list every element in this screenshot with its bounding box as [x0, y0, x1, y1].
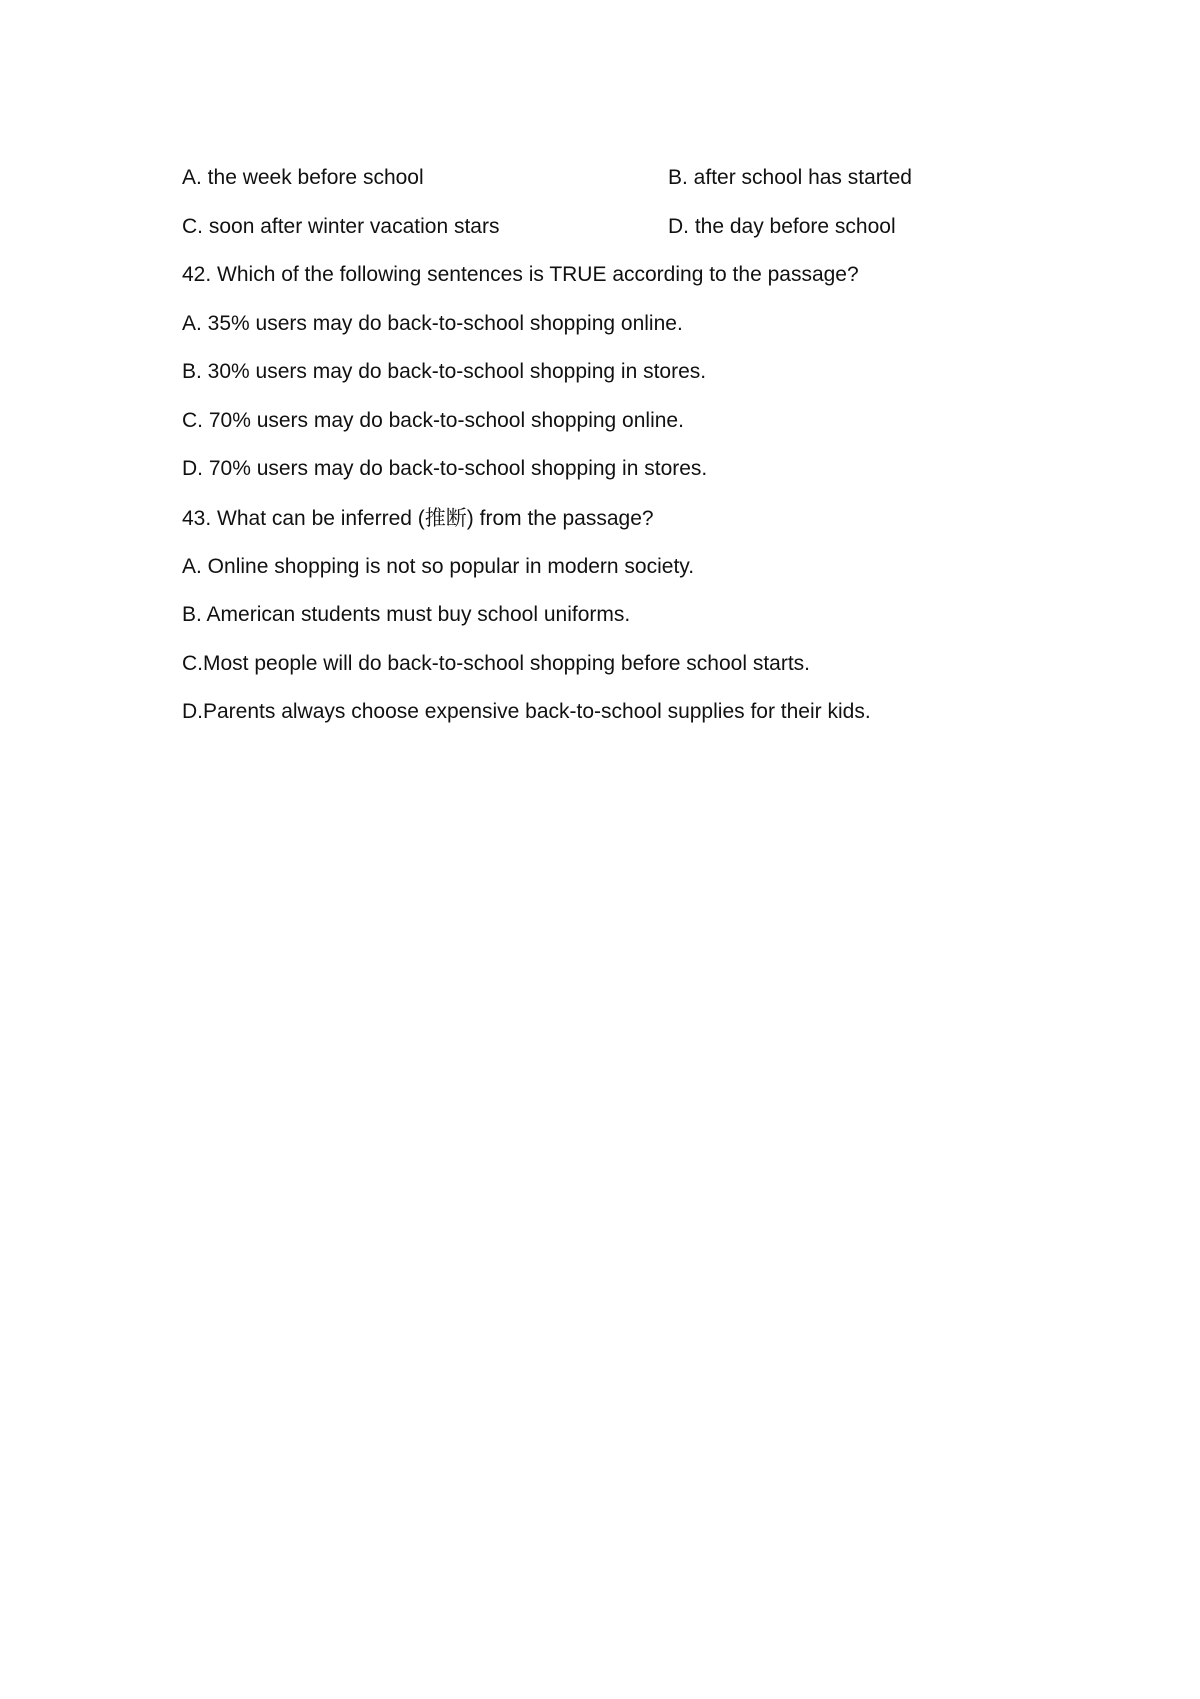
q43-question-cjk: 推断	[424, 506, 467, 530]
q42-question: 42. Which of the following sentences is TRUE according to the passage?	[182, 263, 859, 286]
q43-question	[182, 505, 654, 532]
q43-option-c: C.Most people will do back-to-school shopping before school starts.	[182, 652, 810, 675]
q42-option-d: D. 70% users may do back-to-school shopping in stores.	[182, 457, 708, 480]
q43-option-b: B. American students must buy school uniforms.	[182, 603, 631, 626]
q42-option-a: A. 35% users may do back-to-school shopping online.	[182, 312, 683, 335]
q43-option-d: D.Parents always choose expensive back-to-school supplies for their kids.	[182, 700, 871, 723]
q43-option-a: A. Online shopping is not so popular in modern society.	[182, 555, 695, 578]
q41-option-a: A. the week before school	[182, 166, 424, 189]
q43-question-prefix: 43. What can be inferred (	[182, 507, 425, 530]
q42-option-b: B. 30% users may do back-to-school shopping in stores.	[182, 360, 707, 383]
q41-option-d: D. the day before school	[668, 215, 896, 238]
q41-option-b: B. after school has started	[668, 166, 912, 189]
q43-question-suffix: ) from the passage?	[466, 507, 654, 530]
q41-option-c: C. soon after winter vacation stars	[182, 215, 500, 238]
q42-option-c: C. 70% users may do back-to-school shopping online.	[182, 409, 684, 432]
